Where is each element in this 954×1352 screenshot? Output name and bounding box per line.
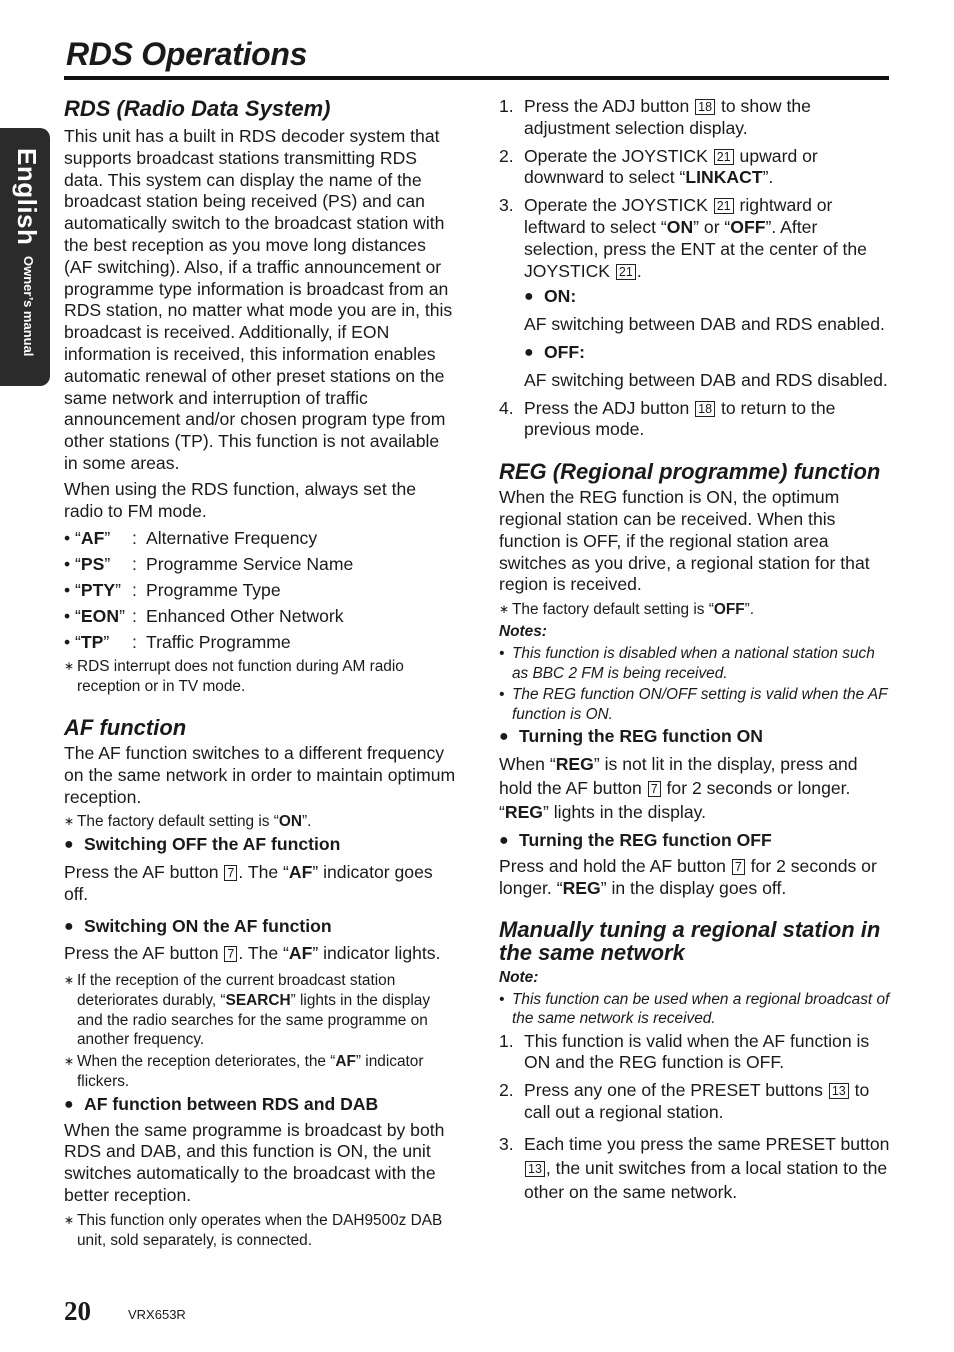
joystick-number: 21	[616, 264, 636, 280]
language-side-tab	[0, 128, 50, 386]
reg-on-text: When “REG” is not lit in the display, press and hold the AF button 7 for 2 seconds or longer. “REG” lights in the display.	[499, 754, 858, 823]
af-off-text: Press the AF button 7 . The “AF” indicator goes off.	[64, 861, 433, 904]
list-item: • “TP” : Traffic Programme	[64, 631, 291, 652]
rds-heading: RDS (Radio Data System)	[64, 96, 331, 121]
page-number: 20	[64, 1296, 91, 1326]
af-dab-note: ∗ This function only operates when the DAH9500z DAB unit, sold separately, is connected.	[64, 1211, 443, 1249]
owners-manual-label: Owner’s manual	[21, 256, 36, 357]
af-default-note: ∗ The factory default setting is “ON”.	[64, 813, 312, 831]
af-button-number: 7	[648, 781, 661, 797]
adj-button-number: 18	[695, 401, 715, 417]
manual-step-3: 3. Each time you press the same PRESET button 13 , the unit switches from a local station to the other on the same network.	[499, 1133, 890, 1202]
reg-off-text: Press and hold the AF button 7 for 2 seconds or longer. “REG” in the display goes off.	[499, 855, 877, 898]
list-item: • “PTY” : Programme Type	[64, 579, 281, 600]
page-title: RDS Operations	[66, 36, 308, 72]
on-option: ● ON: AF switching between DAB and RDS enabled.	[524, 286, 885, 335]
off-option: ● OFF: AF switching between DAB and RDS disabled.	[524, 341, 888, 390]
title-underline	[64, 76, 889, 80]
reg-note-1: • This function is disabled when a national station such as BBC 2 FM is being received.	[499, 644, 875, 682]
reg-note-2: • The REG function ON/OFF setting is valid when the AF function is ON.	[499, 686, 888, 723]
af-search-note: ∗ If the reception of the current broadcast station deteriorates durably, “SEARCH” lights in the display and the radio searches for the same programme on another frequency.	[64, 972, 431, 1049]
preset-button-number: 13	[829, 1083, 849, 1099]
af-button-number: 7	[224, 865, 237, 881]
right-column	[499, 96, 891, 1204]
linkact-step-3: 3. Operate the JOYSTICK 21 rightward or leftward to select “ON” or “OFF”. After selection, press the ENT at the center of the JOYSTICK 21 .	[499, 195, 867, 281]
af-dab-text: When the same programme is broadcast by both RDS and DAB, and this function is ON, the unit switches automatically to the broadcast with the better reception.	[64, 1119, 445, 1206]
rds-interrupt-note: ∗ RDS interrupt does not function during AM radio reception or in TV mode.	[64, 658, 404, 696]
af-on-text: Press the AF button 7 . The “AF” indicator lights.	[64, 943, 441, 964]
rds-intro: This unit has a built in RDS decoder system that supports broadcast stations transmitting RDS data. This system can display the name of the broadcast station being received (PS) and can automatically switch to the broadcast station with the best reception as you move long distances (AF switching). Also, if a traffic announcement or programme type information is broadcast from an RDS station, no matter what mode you are in, this broadcast is received. Additionally, if EON information is received, this information enables automatic renewal of other preset stations on the same network and interruption of traffic announcement and/or chosen program type from other stations (TP). This function is not available in some areas.	[64, 126, 453, 473]
manual-step-1: 1. This function is valid when the AF function is ON and the REG function is OFF.	[499, 1030, 870, 1073]
af-heading: AF function	[64, 714, 187, 740]
rds-fm-note: When using the RDS function, always set the radio to FM mode.	[64, 478, 417, 521]
af-button-number: 7	[732, 859, 745, 875]
model-number: VRX653R	[128, 1307, 186, 1322]
adj-button-number: 18	[695, 99, 715, 115]
af-off-heading: ● Switching OFF the AF function	[64, 834, 341, 855]
af-button-number: 7	[224, 946, 237, 962]
reg-intro: When the REG function is ON, the optimum regional station can be received. When this function is OFF, if the regional station area switches as you drive, a regional station for that region is received.	[499, 487, 870, 595]
linkact-step-2: 2. Operate the JOYSTICK 21 upward or downward to select “LINKACT”.	[499, 145, 818, 188]
note-label: Note:	[499, 968, 539, 986]
left-column	[64, 96, 456, 1250]
linkact-step-4: 4. Press the ADJ button 18 to return to the previous mode.	[499, 397, 836, 440]
manual-tuning-heading: Manually tuning a regional station in the same network	[499, 916, 881, 965]
reg-default-note: ∗ The factory default setting is “OFF”.	[499, 601, 755, 619]
joystick-number: 21	[714, 198, 734, 214]
linkact-step-1: 1. Press the ADJ button 18 to show the adjustment selection display.	[499, 96, 811, 138]
preset-button-number: 13	[525, 1161, 545, 1177]
reg-on-heading: ● Turning the REG function ON	[499, 726, 764, 747]
reg-heading: REG (Regional programme) function	[499, 459, 881, 485]
af-dab-heading: ● AF function between RDS and DAB	[64, 1093, 379, 1114]
joystick-number: 21	[714, 149, 734, 165]
notes-label: Notes:	[499, 622, 547, 640]
af-flicker-note: ∗ When the reception deteriorates, the “AF” indicator flickers.	[64, 1053, 424, 1091]
abbreviation-list	[64, 528, 456, 653]
language-label: English	[12, 148, 42, 246]
af-on-heading: ● Switching ON the AF function	[64, 915, 332, 936]
manual-note: • This function can be used when a regional broadcast of the same network is received.	[499, 990, 890, 1028]
reg-off-heading: ● Turning the REG function OFF	[499, 830, 772, 851]
af-intro: The AF function switches to a different frequency on the same network in order to maintain optimum reception.	[64, 742, 456, 807]
list-item: • “PS” : Programme Service Name	[64, 554, 354, 575]
manual-step-2: 2. Press any one of the PRESET buttons 13 to call out a regional station.	[499, 1080, 870, 1123]
list-item: • “AF” : Alternative Frequency	[64, 528, 318, 549]
list-item: • “EON” : Enhanced Other Network	[64, 605, 344, 626]
